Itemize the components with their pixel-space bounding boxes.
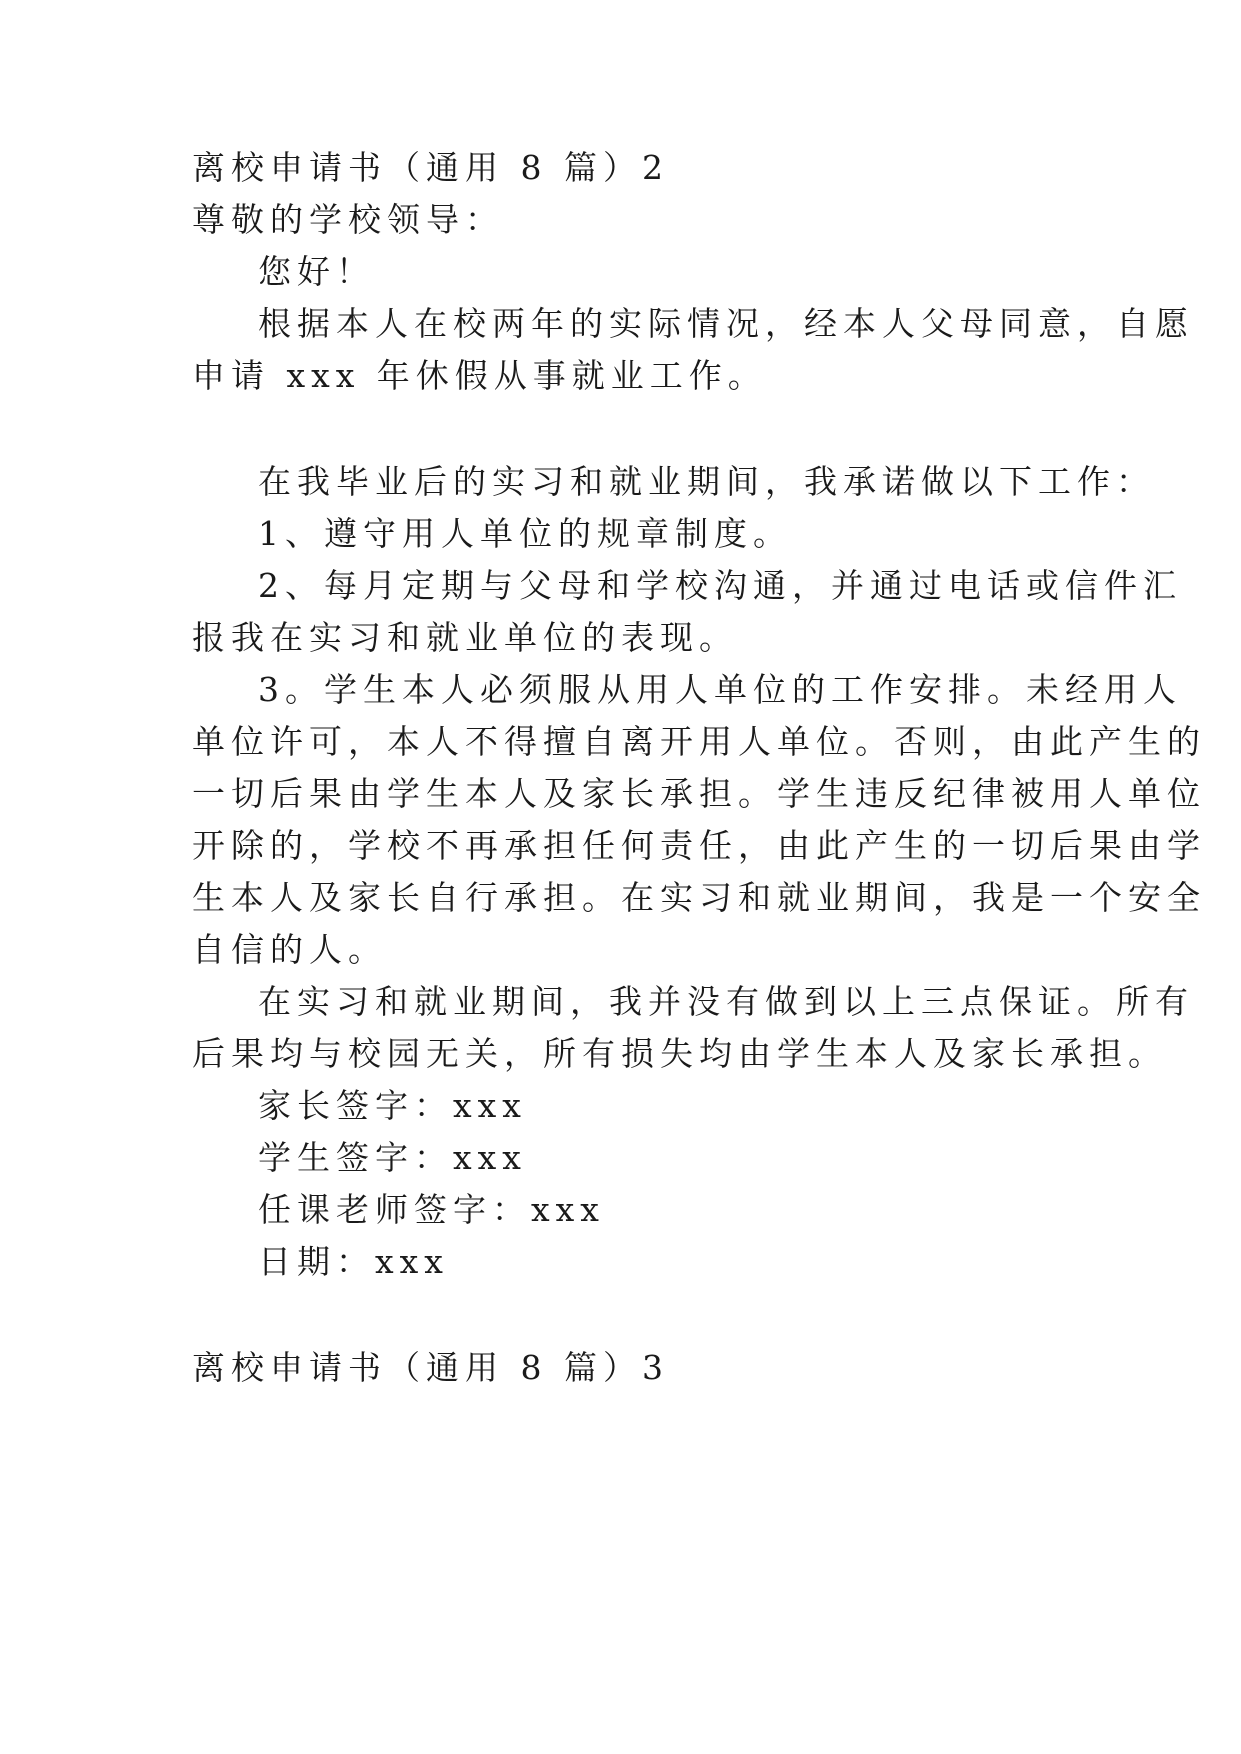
list-item-2-line: 2、每月定期与父母和学校沟通，并通过电话或信件汇 (258, 566, 1182, 605)
section-heading-3: 离校申请书（通用 8 篇）3 (192, 1348, 669, 1387)
commitment-intro: 在我毕业后的实习和就业期间，我承诺做以下工作： (258, 462, 1155, 501)
paragraph-line: 根据本人在校两年的实际情况，经本人父母同意，自愿 (258, 304, 1194, 343)
list-item-2-line: 报我在实习和就业单位的表现。 (192, 618, 738, 657)
teacher-signature: 任课老师签字：xxx (258, 1190, 605, 1229)
closing-paragraph-line: 后果均与校园无关，所有损失均由学生本人及家长承担。 (192, 1034, 1167, 1073)
list-item-3-line: 开除的，学校不再承担任何责任，由此产生的一切后果由学 (192, 826, 1206, 865)
section-heading-2: 离校申请书（通用 8 篇）2 (192, 148, 669, 187)
list-item-3-line: 生本人及家长自行承担。在实习和就业期间，我是一个安全 (192, 878, 1206, 917)
closing-paragraph-line: 在实习和就业期间，我并没有做到以上三点保证。所有 (258, 982, 1194, 1021)
salutation: 尊敬的学校领导： (192, 200, 504, 239)
list-item-3-line: 一切后果由学生本人及家长承担。学生违反纪律被用人单位 (192, 774, 1206, 813)
date-line: 日期：xxx (258, 1242, 449, 1281)
parent-signature: 家长签字：xxx (258, 1086, 527, 1125)
paragraph-line: 申请 xxx 年休假从事就业工作。 (192, 356, 767, 395)
list-item-3-line: 自信的人。 (192, 930, 387, 969)
list-item-1: 1、遵守用人单位的规章制度。 (258, 514, 792, 553)
list-item-3-line: 3。学生本人必须服从用人单位的工作安排。未经用人 (258, 670, 1182, 709)
list-item-3-line: 单位许可，本人不得擅自离开用人单位。否则，由此产生的 (192, 722, 1206, 761)
greeting: 您好！ (258, 252, 375, 291)
student-signature: 学生签字：xxx (258, 1138, 527, 1177)
